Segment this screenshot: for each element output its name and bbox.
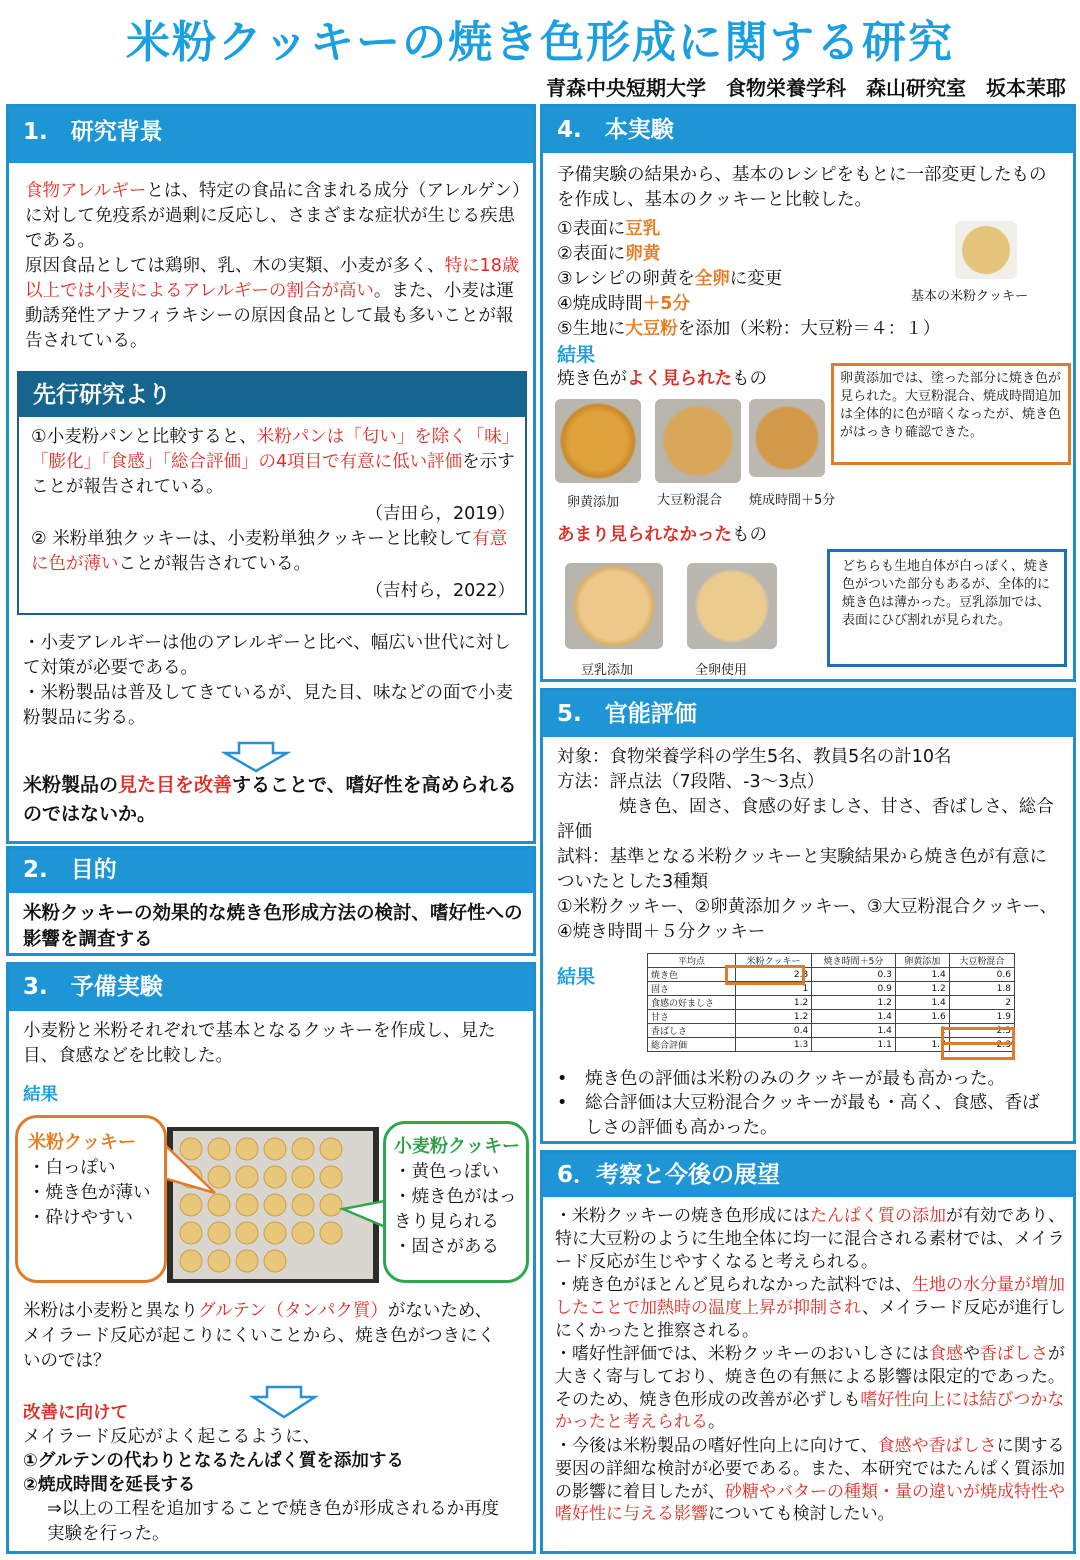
photo-caption: 全卵使用 (695, 663, 748, 678)
discussion-paragraph-4 (555, 1435, 1067, 1526)
body-text: ことが報告されている。 (118, 554, 311, 574)
table-cell: 0.4 (735, 1024, 811, 1038)
highlight-text: ＋5分 (642, 294, 690, 314)
table-cell: 1.2 (895, 982, 949, 996)
highlight-text: 大豆粉 (625, 319, 678, 339)
eval-target: 対象：食物栄養学科の学生5名、教員5名の計10名 (557, 747, 952, 767)
table-cell: 1 (735, 982, 811, 996)
eval-sample: 試料：基準となる米粉クッキーと実験結果から焼き色が有意についたとした3種類 (557, 847, 1047, 892)
bad-result-heading (557, 523, 767, 548)
highlight-text: 全卵 (694, 269, 730, 289)
highlight-text: 米粉パンは「匂い」を除く「味」「膨化」「食感」「総合評価」の4項目で有意に低い評価 (31, 427, 511, 472)
author-line: 青森中央短期大学 食物栄養学科 森山研究室 坂本茉耶 (546, 76, 1066, 100)
table-cell: 香ばしさ (648, 1024, 736, 1038)
table-cell: 1.2 (735, 996, 811, 1010)
base-cookie-photo (955, 221, 1017, 279)
highlight-box (725, 965, 805, 985)
highlight-box (941, 1042, 1015, 1060)
highlight-text: 特に18歳以上では小麦によるアレルギーの割合が高い (25, 256, 520, 301)
table-row (648, 1010, 1015, 1024)
condition-1 (557, 217, 660, 242)
table-row (648, 996, 1015, 1010)
rice-cookie-callout (15, 1115, 167, 1283)
egg-yolk-cookie-photo (555, 399, 641, 483)
body-text: ④焼成時間 (557, 294, 643, 314)
table-cell: 食感の好ましさ (648, 996, 736, 1010)
section-preliminary (6, 962, 536, 1554)
body-text: ・焼き色がほとんど見られなかった試料では、 (555, 1275, 912, 1295)
table-cell: 甘さ (648, 1010, 736, 1024)
table-cell: 1.3 (735, 1038, 811, 1052)
table-row (648, 982, 1015, 996)
photo-caption: 豆乳添加 (581, 663, 634, 678)
table-cell: 2.3 (949, 1038, 1014, 1052)
improve-step-2: ②焼成時間を延長する (23, 1475, 196, 1495)
body-text: ・嗜好性評価では、米粉クッキーのおいしさには (555, 1344, 929, 1364)
table-header-row (648, 954, 1015, 968)
condition-4 (557, 292, 690, 317)
body-text: が有効であり、特に大豆粉のように生地全体に均一に混合される素材では、メイラード反応が生じやすくなると考えられる。 (555, 1206, 1065, 1272)
soy-milk-cookie-photo (565, 563, 663, 649)
result-bullet: • (557, 1069, 568, 1089)
section-header: 2. 目的 (9, 849, 533, 893)
table-cell: 固さ (648, 982, 736, 996)
body-text: 。また、小麦は運動誘発性アナフィラキシーの原因食品として最も多いことが報告されている。 (25, 281, 514, 351)
table-header: 卵黄添加 (895, 954, 949, 968)
highlight-text: 嗜好性向上には結びつかなかったと考えられる (555, 1389, 1065, 1433)
body-text: 、メイラード反応が進行しにくかったと推察される。 (555, 1297, 1066, 1341)
table-cell: 0.9 (812, 982, 896, 996)
section-header: 4. 本実験 (543, 107, 1073, 153)
body-text: を添加（米粉：大豆粉＝４：１） (677, 319, 941, 339)
body-text: がないため、メイラード反応が起こりにくいことから、焼き色がつきにくいのでは？ (23, 1301, 496, 1371)
table-cell: 1.4 (812, 1010, 896, 1024)
highlight-text: よく見られた (627, 369, 732, 389)
rice-callout-pointer (159, 1141, 219, 1201)
body-text: ③レシピの卵黄を (557, 269, 695, 289)
body-text: 。 (708, 1412, 725, 1433)
table-cell: 2.3 (949, 1024, 1014, 1038)
eval-method-items (557, 795, 1063, 845)
table-header: 焼き時間＋5分 (812, 954, 896, 968)
improve-intro: メイラード反応がよく起こるように、 (23, 1427, 321, 1447)
wheat-cookie-callout (383, 1121, 529, 1283)
main-intro: 予備実験の結果から、基本のレシピをもとに一部変更したものを作成し、基本のクッキーと比較した。 (557, 165, 1047, 210)
body-text: ②表面に (557, 244, 626, 264)
body-text: ・今後は米粉製品の嗜好性向上に向けて、 (555, 1436, 878, 1456)
improve-label: 改善に向けて (23, 1403, 128, 1423)
photo-caption: 大豆粉混合 (657, 493, 723, 508)
body-text: ⑤生地に (557, 319, 626, 339)
photo-caption: 卵黄添加 (567, 495, 620, 510)
highlight-text: 有意に色が薄い (31, 529, 508, 574)
wheat-cookie-title: 小麦粉クッキー (394, 1136, 520, 1157)
purpose-text: 米粉クッキーの効果的な焼き色形成方法の検討、嗜好性への影響を調査する (23, 903, 523, 950)
rice-cookie-item: ・砕けやすい (28, 1208, 133, 1228)
table-cell: 1.2 (812, 996, 896, 1010)
table-cell: 1.4 (895, 968, 949, 982)
poster-title: 米粉クッキーの焼き色形成に関する研究 (126, 17, 954, 68)
result-label: 結果 (557, 344, 596, 366)
result-bullet-text: 焼き色の評価は米粉のみのクッキーが最も高かった。 (585, 1069, 1005, 1089)
prior-research-1 (31, 425, 517, 500)
body-text: に関する要因の詳細な検討が必要である。また、本研究ではたんぱく質添加の影響に着目したが、 (555, 1436, 1065, 1502)
table-cell: 1.8 (949, 982, 1014, 996)
table-cell: 1 (895, 1024, 949, 1038)
table-cell: 1.4 (895, 996, 949, 1010)
prior-research-2 (31, 527, 517, 577)
background-paragraph-2 (25, 254, 523, 354)
table-cell: 1.2 (735, 1010, 811, 1024)
table-cell: 0.3 (812, 968, 896, 982)
improve-conclusion: ⇒以上の工程を追加することで焼き色が形成されるか再度実験を行った。 (47, 1499, 500, 1544)
table-cell: 0.6 (949, 968, 1014, 982)
table-cell: 焼き色 (648, 968, 736, 982)
eval-method: 方法：評点法（7段階、-3〜3点） (557, 772, 825, 792)
highlight-text: 豆乳 (625, 219, 661, 239)
rice-cookie-title: 米粉クッキー (28, 1132, 136, 1153)
highlight-text: グルテン（タンパク質） (198, 1301, 388, 1321)
section-purpose (6, 846, 536, 956)
table-cell: 2.3 (735, 968, 811, 982)
result-label: 結果 (23, 1085, 58, 1105)
body-text: についても検討したい。 (708, 1504, 895, 1525)
wheat-cookie-item: ・黄色っぽい (394, 1162, 499, 1182)
discussion-paragraph-3 (555, 1343, 1067, 1434)
table-cell: 2 (949, 996, 1014, 1010)
soy-flour-cookie-photo (655, 399, 741, 483)
preliminary-discussion (23, 1299, 509, 1374)
body-text: とは、特定の食品に含まれる成分（アレルゲン）に対して免疫系が過剰に反応し、さまざまな症状が生じる疾患である。 (25, 181, 521, 251)
table-cell: 1.4 (812, 1024, 896, 1038)
body-text: 原因食品としては鶏卵、乳、木の実類、小麦が多く、 (25, 256, 445, 276)
photo-caption: 焼成時間＋5分 (749, 493, 836, 508)
highlight-text: 食感や香ばしさ (877, 1436, 997, 1456)
table-header: 大豆粉混合 (949, 954, 1014, 968)
section-header: 5. 官能評価 (543, 691, 1073, 737)
discussion-paragraph-1 (555, 1205, 1067, 1273)
whole-egg-cookie-photo (687, 563, 777, 649)
section-discussion (540, 1150, 1076, 1554)
table-header: 平均点 (648, 954, 736, 968)
highlight-text: あまり見られなかった (557, 525, 732, 545)
down-arrow-icon (221, 741, 291, 773)
good-result-note: 卵黄添加では、塗った部分に焼き色が見られた。大豆粉混合、焼成時間追加は全体的に色が暗くなったが、焼き色がはっきり確認できた。 (831, 363, 1071, 465)
body-text: ①表面に (557, 219, 626, 239)
bullet-text: ・小麦アレルギーは他のアレルギーと比べ、幅広い世代に対して対策が必要である。 (23, 633, 511, 678)
body-text: が大きく寄与しており、焼き色の有無による影響は限定的であった。そのため、焼き色形成の改善が必ずしも (555, 1344, 1065, 1410)
bad-result-note: どちらも生地自体が白っぽく、焼き色がついた部分もあるが、全体的に焼き色は薄かった。豆乳添加では、表面にひび割れが見られた。 (827, 549, 1067, 667)
preliminary-intro: 小麦粉と米粉それぞれで基本となるクッキーを作成し、見た目、食感などを比較した。 (23, 1021, 496, 1066)
eval-sample-list: ①米粉クッキー、②卵黄添加クッキー、③大豆粉混合クッキー、④焼き時間＋５分クッキー (557, 897, 1057, 942)
body-text: 焼き色、固さ、食感の好ましさ、甘さ、香ばしさ、総合評価 (557, 797, 1054, 842)
condition-2 (557, 242, 660, 267)
highlight-text: 香ばしさ (980, 1344, 1048, 1364)
table-cell: 1.6 (895, 1010, 949, 1024)
background-paragraph-1 (25, 179, 523, 254)
highlight-text: 見た目を改善 (118, 774, 233, 796)
section-header: 1. 研究背景 (9, 107, 533, 163)
wheat-cookie-item: ・固さがある (394, 1237, 499, 1257)
citation-2: （吉村ら，2022） (365, 581, 515, 601)
section-sensory-evaluation (540, 688, 1076, 1144)
body-text: ・米粉クッキーの焼き色形成には (555, 1206, 810, 1226)
base-cookie-caption: 基本の米粉クッキー (911, 289, 1029, 304)
body-text: することで、嗜好性を高められるのではないか。 (23, 774, 517, 825)
body-text: 焼き色が (557, 369, 627, 389)
result-bullet: • (557, 1093, 568, 1113)
hypothesis-text (23, 771, 523, 829)
body-text: に変更 (729, 269, 783, 289)
body-text: ①小麦粉パンと比較すると、 (31, 427, 257, 447)
body-text: や (963, 1344, 980, 1364)
highlight-text: 生地の水分量が増加したことで加熱時の温度上昇が抑制され (555, 1275, 1065, 1318)
citation-1: （吉田ら，2019） (365, 504, 515, 524)
body-text: もの (732, 369, 767, 389)
highlight-text: たんぱく質の添加 (810, 1206, 946, 1226)
section-header: 6．考察と今後の展望 (543, 1153, 1073, 1197)
condition-5 (557, 317, 940, 342)
table-cell: 1.7 (895, 1038, 949, 1052)
body-text: 米粉は小麦粉と異なり (23, 1301, 198, 1321)
down-arrow-icon (249, 1385, 319, 1419)
table-cell: 1.1 (812, 1038, 896, 1052)
improve-step-1: ①グルテンの代わりとなるたんぱく質を添加する (23, 1451, 404, 1471)
highlight-text: 砂糖やバターの種類・量の違いが焼成特性や嗜好性に与える影響 (555, 1481, 1065, 1525)
prior-research-box (17, 371, 527, 615)
condition-3 (557, 267, 782, 292)
good-result-heading (557, 367, 767, 392)
result-bullet-text: 総合評価は大豆粉混合クッキーが最も・高く、食感、香ばしさの評価も高かった。 (585, 1093, 1040, 1138)
rice-cookie-item: ・焼き色が薄い (28, 1183, 151, 1203)
table-header: 米粉クッキー (735, 954, 811, 968)
section-background (6, 104, 536, 844)
body-text: ② 米粉単独クッキーは、小麦粉単独クッキーと比較して (31, 529, 473, 549)
section-main-experiment (540, 104, 1076, 682)
discussion-paragraph-2 (555, 1274, 1067, 1342)
bullet-text: ・米粉製品は普及してきているが、見た目、味などの面で小麦粉製品に劣る。 (23, 683, 513, 728)
extended-bake-cookie-photo (749, 399, 825, 477)
wheat-cookie-item: ・焼き色がはっきり見られる (394, 1187, 517, 1232)
rice-cookie-item: ・白っぽい (28, 1158, 116, 1178)
result-label: 結果 (557, 966, 596, 988)
section-header: 3. 予備実験 (9, 965, 533, 1011)
highlight-text: 食感 (929, 1344, 963, 1364)
body-text: を示すことが報告されている。 (31, 452, 515, 497)
highlight-text: 食物アレルギー (25, 181, 147, 201)
table-cell: 1.9 (949, 1010, 1014, 1024)
prior-research-header: 先行研究より (19, 373, 525, 417)
body-text: もの (732, 525, 767, 545)
highlight-text: 卵黄 (625, 244, 661, 264)
body-text: 米粉製品の (23, 774, 119, 796)
table-row (648, 968, 1015, 982)
table-cell: 総合評価 (648, 1038, 736, 1052)
